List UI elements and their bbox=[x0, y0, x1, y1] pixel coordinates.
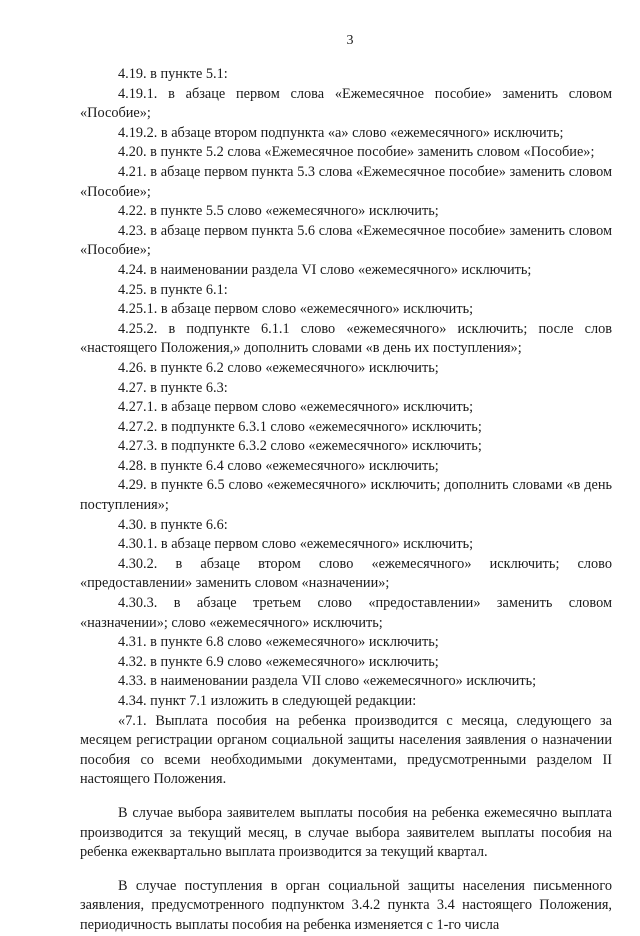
paragraph-4-27-3: 4.27.3. в подпункте 6.3.2 слово «ежемесячного» исключить; bbox=[118, 438, 482, 455]
page-number: 3 bbox=[346, 33, 354, 48]
paragraph-4-26: 4.26. в пункте 6.2 слово «ежемесячного» исключить; bbox=[118, 359, 439, 376]
paragraph-4-20: 4.20. в пункте 5.2 слова «Ежемесячное пособие» заменить словом «Пособие»; bbox=[118, 144, 595, 161]
paragraph-4-21: 4.21. в абзаце первом пункта 5.3 слова «Ежемесячное пособие» заменить словом «Пособие»; bbox=[80, 163, 612, 200]
paragraph-4-30-1: 4.30.1. в абзаце первом слово «ежемесячного» исключить; bbox=[118, 536, 474, 553]
paragraph-quote-7-1: «7.1. Выплата пособия на ребенка производится с месяца, следующего за месяцем регистрации органом социальной защиты населения заявления о назначении пособия со всеми необходимыми документами, предусмотренными разделом II настоящего Положения. bbox=[80, 712, 612, 788]
paragraph-4-19-2: 4.19.2. в абзаце втором подпункта «а» слово «ежемесячного» исключить; bbox=[118, 124, 564, 141]
paragraph-4-34: 4.34. пункт 7.1 изложить в следующей редакции: bbox=[118, 693, 417, 709]
paragraph-4-25: 4.25. в пункте 6.1: bbox=[118, 281, 228, 298]
paragraph-4-33: 4.33. в наименовании раздела VII слово «ежемесячного» исключить; bbox=[118, 673, 537, 690]
paragraph-4-30-2: 4.30.2. в абзаце втором слово «ежемесячного» исключить; слово «предоставлении» заменить словом «назначении»; bbox=[80, 555, 612, 592]
paragraph-4-24: 4.24. в наименовании раздела VI слово «ежемесячного» исключить; bbox=[118, 261, 532, 278]
paragraph-periodicity-change: В случае поступления в орган социальной защиты населения письменного заявления, предусмотренного подпунктом 3.4.2 пункта 3.4 настоящего Положения, периодичность выплаты пособия на ребенка изменяется с 1-го числа bbox=[80, 877, 612, 933]
paragraph-payment-choice: В случае выбора заявителем выплаты пособия на ребенка ежемесячно выплата производится за текущий месяц, в случае выбора заявителем выплаты пособия на ребенка ежеквартально выплата производится за текущий квартал. bbox=[80, 804, 612, 861]
paragraph-4-31: 4.31. в пункте 6.8 слово «ежемесячного» исключить; bbox=[118, 634, 439, 651]
paragraph-4-19-1: 4.19.1. в абзаце первом слова «Ежемесячное пособие» заменить словом «Пособие»; bbox=[80, 85, 612, 122]
paragraph-4-19: 4.19. в пункте 5.1: bbox=[118, 66, 228, 82]
document-body bbox=[80, 65, 612, 936]
paragraph-4-27-1: 4.27.1. в абзаце первом слово «ежемесячного» исключить; bbox=[118, 399, 474, 416]
paragraph-4-25-1: 4.25.1. в абзаце первом слово «ежемесячного» исключить; bbox=[118, 301, 474, 318]
paragraph-4-32: 4.32. в пункте 6.9 слово «ежемесячного» исключить; bbox=[118, 653, 439, 670]
paragraph-4-27: 4.27. в пункте 6.3: bbox=[118, 379, 228, 396]
paragraph-4-23: 4.23. в абзаце первом пункта 5.6 слова «Ежемесячное пособие» заменить словом «Пособие»; bbox=[80, 222, 612, 259]
paragraph-4-30: 4.30. в пункте 6.6: bbox=[118, 516, 228, 533]
paragraph-4-30-3: 4.30.3. в абзаце третьем слово «предоставлении» заменить словом «назначении»; слово «ежемесячного» исключить; bbox=[80, 595, 612, 631]
paragraph-4-29: 4.29. в пункте 6.5 слово «ежемесячного» исключить; дополнить словами «в день поступления»; bbox=[80, 477, 612, 514]
paragraph-4-22: 4.22. в пункте 5.5 слово «ежемесячного» исключить; bbox=[118, 203, 439, 220]
paragraph-4-28: 4.28. в пункте 6.4 слово «ежемесячного» исключить; bbox=[118, 457, 439, 474]
paragraph-4-25-2: 4.25.2. в подпункте 6.1.1 слово «ежемесячного» исключить; после слов «настоящего Положения,» дополнить словами «в день их поступления»; bbox=[80, 320, 612, 357]
paragraph-4-27-2: 4.27.2. в подпункте 6.3.1 слово «ежемесячного» исключить; bbox=[118, 418, 482, 435]
